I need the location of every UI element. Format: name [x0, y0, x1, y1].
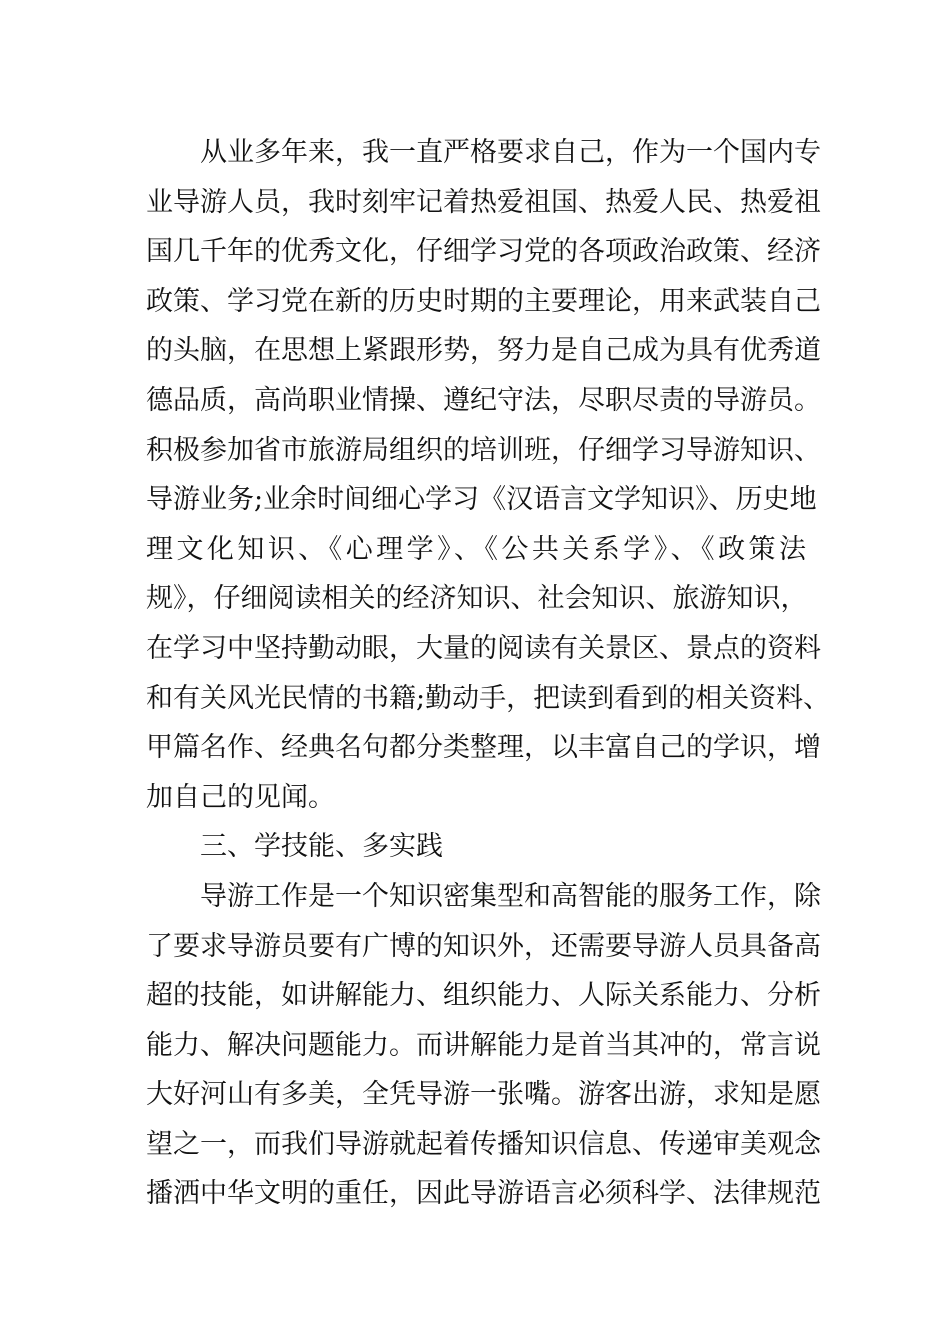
paragraph1-line-11: 在学习中坚持勤动眼，大量的阅读有关景区、景点的资料 [146, 632, 821, 664]
section-heading: 三、学技能、多实践 [200, 831, 443, 863]
paragraph1-line-7: 积极参加省市旅游局组织的培训班，仔细学习导游知识、 [146, 434, 821, 466]
paragraph1-line-8: 导游业务;业余时间细心学习《汉语言文学知识》、历史地 [146, 484, 817, 516]
document-body [146, 128, 831, 1219]
paragraph2-line-6: 望之一，而我们导游就起着传播知识信息、传递审美观念 [146, 1128, 821, 1160]
paragraph2-line-5: 大好河山有多美，全凭导游一张嘴。游客出游，求知是愿 [146, 1079, 821, 1111]
paragraph2-line-3: 超的技能，如讲解能力、组织能力、人际关系能力、分析 [146, 980, 821, 1012]
paragraph1-line-13: 甲篇名作、经典名句都分类整理，以丰富自己的学识，增 [146, 732, 821, 764]
paragraph1-line-12: 和有关风光民情的书籍;勤动手，把读到看到的相关资料、 [146, 682, 831, 714]
paragraph1-line-3: 国几千年的优秀文化，仔细学习党的各项政治政策、经济 [146, 236, 821, 268]
paragraph1-line-5: 的头脑，在思想上紧跟形势，努力是自己成为具有优秀道 [146, 335, 821, 367]
paragraph1-line-9: 理文化知识、《心理学》、《公共关系学》、《政策法 [146, 533, 806, 565]
paragraph1-line-4: 政策、学习党在新的历史时期的主要理论，用来武装自己 [146, 285, 821, 317]
paragraph1-line-1: 从业多年来，我一直严格要求自己，作为一个国内专 [200, 137, 821, 168]
paragraph2-line-4: 能力、解决问题能力。而讲解能力是首当其冲的，常言说 [146, 1029, 821, 1061]
paragraph2-line-2: 了要求导游员要有广博的知识外，还需要导游人员具备高 [146, 930, 821, 962]
paragraph1-line-6: 德品质，高尚职业情操、遵纪守法，尽职尽责的导游员。 [146, 384, 821, 416]
paragraph1-line-2: 业导游人员，我时刻牢记着热爱祖国、热爱人民、热爱祖 [146, 186, 821, 218]
paragraph1-line-14: 加自己的见闻。 [146, 781, 335, 813]
paragraph2-line-1: 导游工作是一个知识密集型和高智能的服务工作，除 [200, 880, 821, 912]
paragraph1-line-10: 规》，仔细阅读相关的经济知识、社会知识、旅游知识， [146, 583, 808, 615]
paragraph2-line-7: 播洒中华文明的重任，因此导游语言必须科学、法律规范 [146, 1178, 821, 1210]
